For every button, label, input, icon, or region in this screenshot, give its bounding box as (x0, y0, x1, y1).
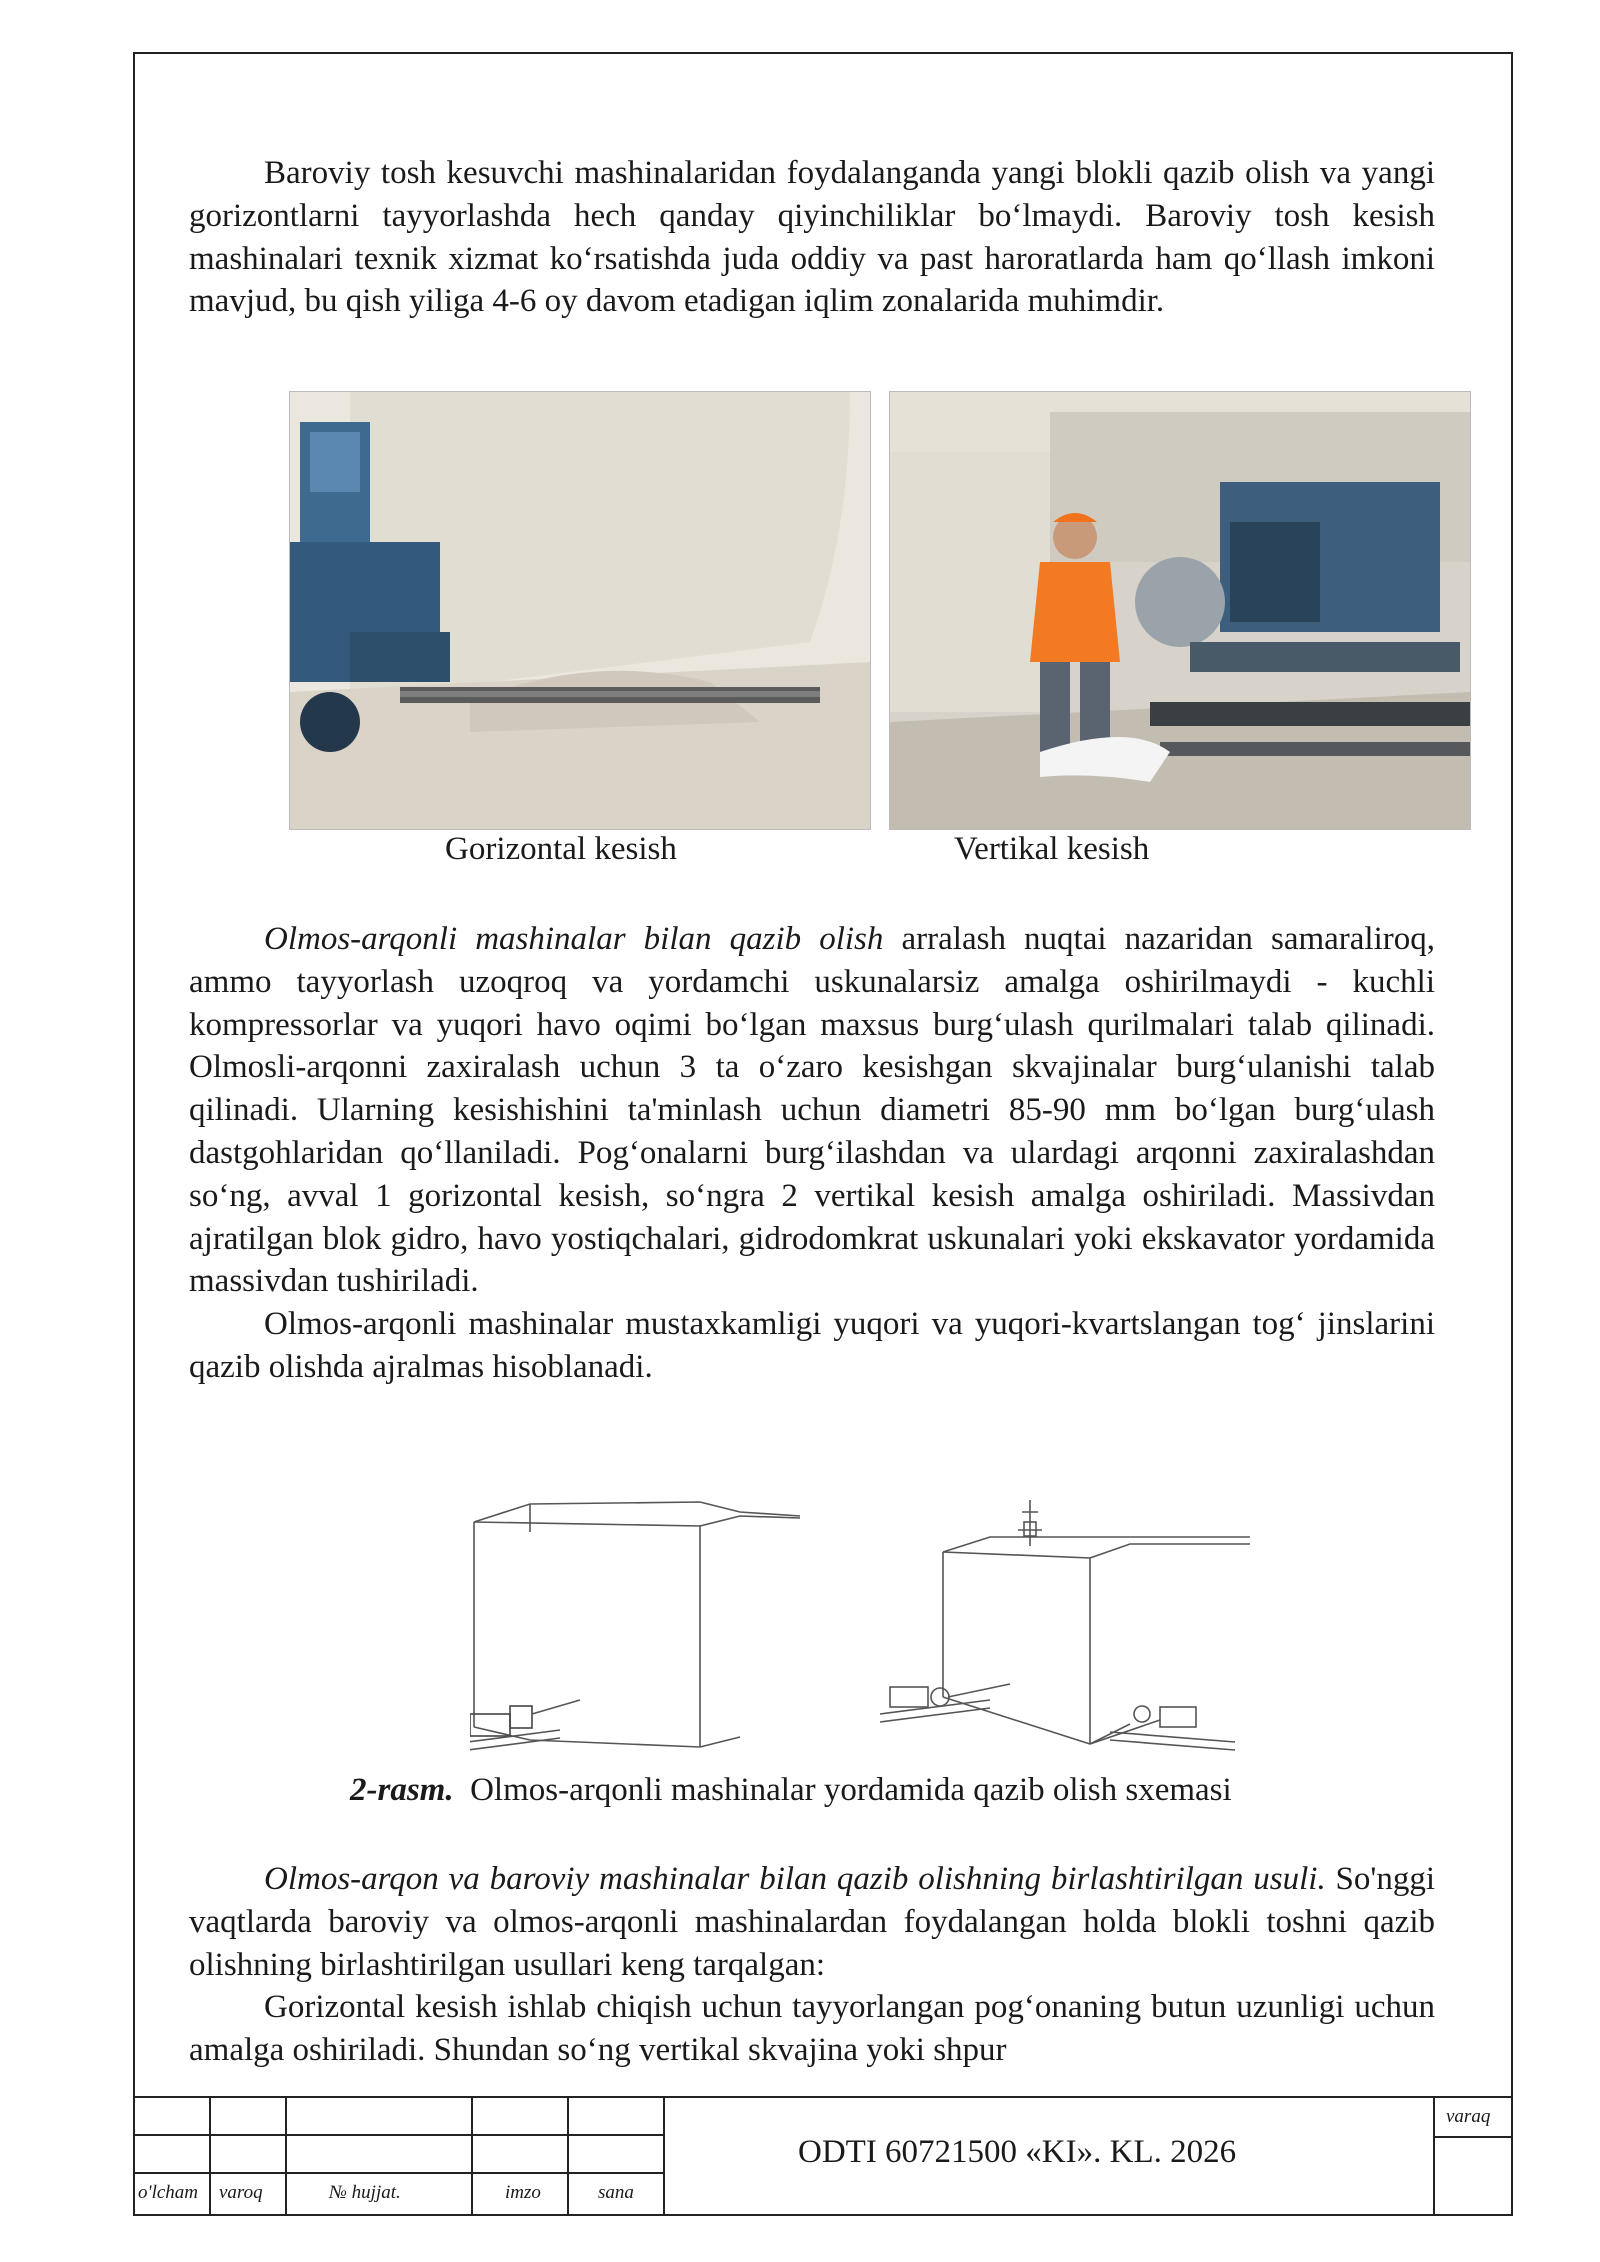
stamp-label-olcham: o'lcham (138, 2182, 198, 2203)
stamp-label-hujjat: № hujjat. (329, 2182, 401, 2203)
combined-method-paragraph (189, 1858, 1435, 1986)
diamond-wire-body: arralash nuqtai nazaridan samaraliroq, ammo tayyorlash uzoqroq va yordamchi uskunalarsiz amalga oshirilmaydi - kuchli kompressorlar va yuqori havo oqimi boʻlgan maxsus burgʻulash qurilmalari talab qilinadi. Olmosli-arqonni zaxiralash uchun 3 ta oʻzaro kesishgan skvajinalar burgʻulanishi talab qilinadi. Ularning kesishishini ta'minlash uchun diametri 85-90 mm boʻlgan burgʻulash dastgohlaridan qoʻllaniladi. Pogʻonalarni burgʻilashdan va ulardagi arqonni zaxiralashdan soʻng, avval 1 gorizontal kesish, soʻngra 2 vertikal kesish amalga oshiriladi. Massivdan ajratilgan blok gidro, havo yostiqchalari, gidrodomkrat uskunalari yoki ekskavator yordamida massivdan tushiriladi. (189, 921, 1435, 1300)
diamond-wire-lead: Olmos-arqonli mashinalar bilan qazib olish (264, 921, 884, 957)
vertical-cut-photo (889, 391, 1471, 830)
horizontal-cut-caption: Gorizontal kesish (445, 831, 677, 867)
combined-method-body: So'nggi vaqtlarda baroviy va olmos-arqonli mashinalardan foydalangan holda blokli toshni qazib olishning birlashtirilgan usullari keng tarqalgan: (189, 1861, 1436, 1983)
figure-2-label: 2-rasm. (350, 1772, 454, 1808)
stamp-label-sana: sana (598, 2182, 634, 2203)
figure-2-title: Olmos-arqonli mashinalar yordamida qazib olish sxemasi (470, 1772, 1232, 1808)
diamond-wire-section (189, 918, 1435, 1389)
document-code: ODTI 60721500 «KI». KL. 2026 (798, 2134, 1237, 2170)
diamond-wire-second-paragraph: Olmos-arqonli mashinalar mustaxkamligi yuqori va yuqori-kvartslangan togʻ jinslarini qazib olishda ajralmas hisoblanadi. (189, 1306, 1435, 1385)
intro-text-block (189, 152, 1435, 323)
combined-method-lead: Olmos-arqon va baroviy mashinalar bilan qazib olishning birlashtirilgan usuli. (264, 1861, 1326, 1897)
figure-2-diagram (470, 1492, 1270, 1770)
figure-2-caption (350, 1772, 1232, 1809)
diamond-wire-paragraph (189, 918, 1435, 1303)
vertical-cut-caption: Vertikal kesish (954, 831, 1150, 867)
sheet-label: varaq (1446, 2106, 1491, 2127)
title-block (133, 2096, 1513, 2216)
horizontal-cut-photo (289, 391, 871, 830)
horizontal-cut-paragraph: Gorizontal kesish ishlab chiqish uchun tayyorlangan pogʻonaning butun uzunligi uchun amalga oshiriladi. Shundan soʻng vertikal skvajina yoki shpur (189, 1989, 1435, 2069)
combined-method-section (189, 1858, 1435, 2072)
intro-paragraph: Baroviy tosh kesuvchi mashinalaridan foydalanganda yangi blokli qazib olish va yangi gorizontlarni tayyorlashda hech qanday qiyinchiliklar boʻlmaydi. Baroviy tosh kesish mashinalari texnik xizmat koʻrsatishda juda oddiy va past haroratlarda ham qoʻllash imkoni mavjud, bu qish yiliga 4-6 oy davom etadigan iqlim zonalarida muhimdir. (189, 155, 1435, 320)
stamp-label-varoq: varoq (219, 2182, 263, 2203)
stamp-label-imzo: imzo (505, 2182, 541, 2203)
